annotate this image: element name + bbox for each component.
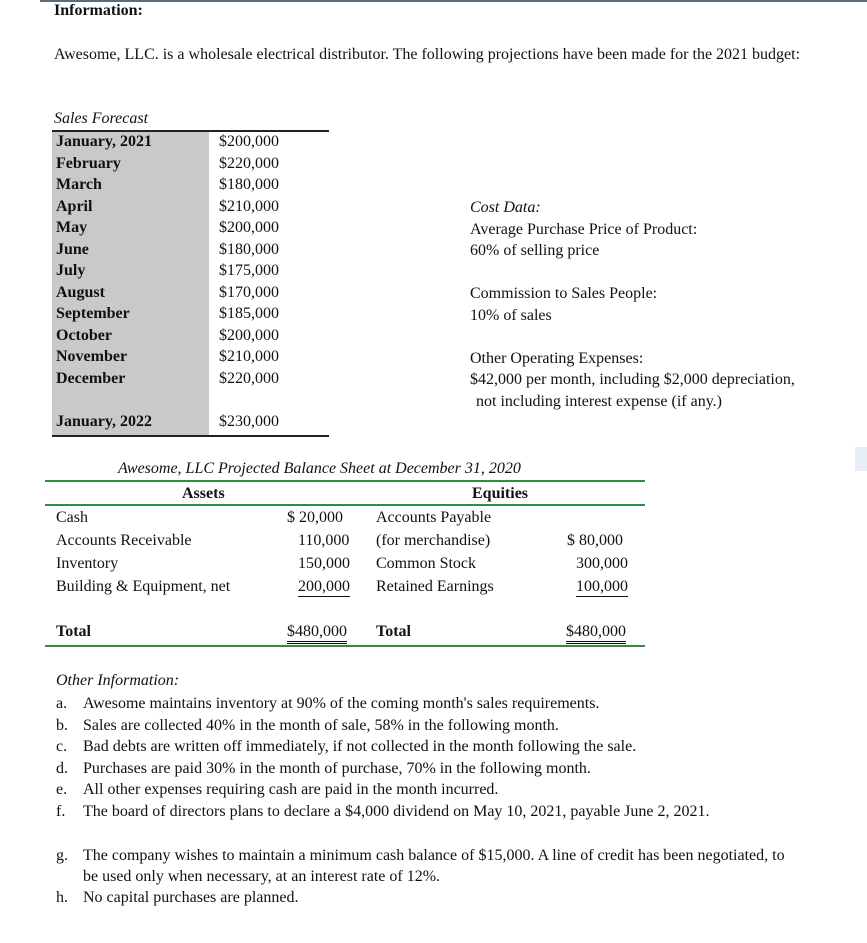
list-item-text: Awesome maintains inventory at 90% of the coming month's sales requirements. bbox=[83, 695, 600, 712]
forecast-month: September bbox=[56, 305, 130, 322]
balance-sheet-top-rule bbox=[45, 480, 645, 482]
forecast-month: November bbox=[56, 348, 128, 365]
forecast-amount: $220,000 bbox=[219, 369, 279, 387]
equity-label: Retained Earnings bbox=[376, 578, 494, 595]
equities-total-label: Total bbox=[376, 623, 411, 640]
equities-header: Equities bbox=[472, 485, 529, 502]
asset-label: Building & Equipment, net bbox=[56, 578, 231, 595]
equity-value: 100,000 bbox=[576, 578, 628, 595]
list-item-text: The company wishes to maintain a minimum cash balance of $15,000. A line of credit has been negotiated, to be used only when necessary, at an interest rate of 12%. bbox=[83, 847, 785, 885]
opex-label: Other Operating Expenses: bbox=[470, 349, 644, 367]
balance-sheet-title: Awesome, LLC Projected Balance Sheet at December 31, 2020 bbox=[118, 460, 521, 477]
list-item-letter: d. bbox=[56, 759, 68, 777]
list-item-text: All other expenses requiring cash are paid in the month incurred. bbox=[83, 781, 499, 798]
forecast-amount: $170,000 bbox=[219, 283, 279, 301]
forecast-month: January, 2021 bbox=[56, 133, 153, 150]
asset-value: $ 20,000 bbox=[287, 509, 343, 526]
forecast-amount: $210,000 bbox=[219, 348, 279, 365]
forecast-amount: $200,000 bbox=[219, 133, 279, 150]
forecast-month: May bbox=[56, 219, 88, 236]
forecast-amount: $175,000 bbox=[219, 262, 279, 279]
forecast-month: April bbox=[56, 197, 93, 215]
assets-total-value: $480,000 bbox=[287, 623, 347, 644]
forecast-amount: $220,000 bbox=[219, 154, 279, 172]
assets-header: Assets bbox=[182, 485, 225, 502]
asset-value: 110,000 bbox=[298, 532, 350, 549]
list-item-text: The board of directors plans to declare a $4,000 dividend on May 10, 2021, payable June 2, 2021. bbox=[83, 802, 710, 820]
cost-data-title: Cost Data: bbox=[470, 199, 541, 216]
asset-label: Accounts Receivable bbox=[56, 532, 192, 549]
opex-value-line-1: $42,000 per month, including $2,000 depreciation, bbox=[470, 371, 795, 388]
list-item-text: Purchases are paid 30% in the month of purchase, 70% in the following month. bbox=[83, 759, 591, 777]
equity-label: Accounts Payable bbox=[376, 509, 492, 526]
forecast-amount: $180,000 bbox=[219, 240, 279, 258]
balance-sheet-header-rule bbox=[45, 504, 645, 506]
commission-value: 10% of sales bbox=[470, 306, 552, 324]
forecast-amount: $185,000 bbox=[219, 305, 279, 322]
sales-forecast-bottom-rule bbox=[52, 435, 329, 437]
purchase-price-value: 60% of selling price bbox=[470, 242, 600, 259]
forecast-amount: $200,000 bbox=[219, 326, 279, 344]
equity-value: 300,000 bbox=[576, 555, 628, 572]
purchase-price-label: Average Purchase Price of Product: bbox=[470, 220, 698, 238]
asset-label: Inventory bbox=[56, 555, 119, 572]
page-heading: Information: bbox=[54, 2, 143, 19]
equities-total-value: $480,000 bbox=[566, 623, 626, 644]
list-item-text: No capital purchases are planned. bbox=[83, 889, 299, 906]
list-item-letter: g. bbox=[56, 847, 68, 864]
assets-total-label: Total bbox=[56, 623, 91, 640]
balance-sheet-bottom-rule bbox=[45, 645, 645, 647]
list-item-letter: f. bbox=[56, 802, 66, 820]
forecast-month: August bbox=[56, 283, 105, 301]
forecast-month: October bbox=[56, 326, 112, 344]
top-divider bbox=[40, 0, 867, 2]
scroll-marker bbox=[855, 447, 867, 471]
forecast-month: February bbox=[56, 154, 121, 172]
list-item-letter: c. bbox=[56, 738, 68, 755]
asset-label: Cash bbox=[56, 509, 88, 526]
list-item-text: Sales are collected 40% in the month of sale, 58% in the following month. bbox=[83, 716, 559, 734]
list-item-letter: e. bbox=[56, 781, 68, 798]
opex-value-line-2: not including interest expense (if any.) bbox=[476, 392, 722, 410]
intro-paragraph: Awesome, LLC. is a wholesale electrical distributor. The following projections have been made for the 2021 budget: bbox=[54, 46, 801, 63]
list-item-text: Bad debts are written off immediately, if not collected in the month following the sale. bbox=[83, 738, 637, 755]
other-info-title: Other Information: bbox=[56, 672, 180, 689]
forecast-amount: $180,000 bbox=[219, 176, 279, 193]
forecast-amount: $200,000 bbox=[219, 219, 279, 236]
equity-label: Common Stock bbox=[376, 555, 477, 572]
forecast-month: January, 2022 bbox=[56, 413, 153, 430]
forecast-month: December bbox=[56, 369, 126, 387]
forecast-amount: $230,000 bbox=[219, 413, 279, 430]
list-item-letter: b. bbox=[56, 716, 68, 734]
forecast-amount: $210,000 bbox=[219, 197, 279, 215]
equity-value: $ 80,000 bbox=[567, 532, 623, 549]
list-item-letter: h. bbox=[56, 889, 68, 906]
asset-value: 200,000 bbox=[298, 578, 350, 595]
forecast-month: June bbox=[56, 240, 89, 258]
sales-forecast-title: Sales Forecast bbox=[54, 110, 149, 127]
forecast-month: July bbox=[56, 262, 86, 279]
forecast-month: March bbox=[56, 176, 102, 193]
equity-label: (for merchandise) bbox=[376, 532, 491, 549]
asset-value: 150,000 bbox=[298, 555, 350, 572]
commission-label: Commission to Sales People: bbox=[470, 285, 658, 302]
list-item-letter: a. bbox=[56, 695, 68, 712]
